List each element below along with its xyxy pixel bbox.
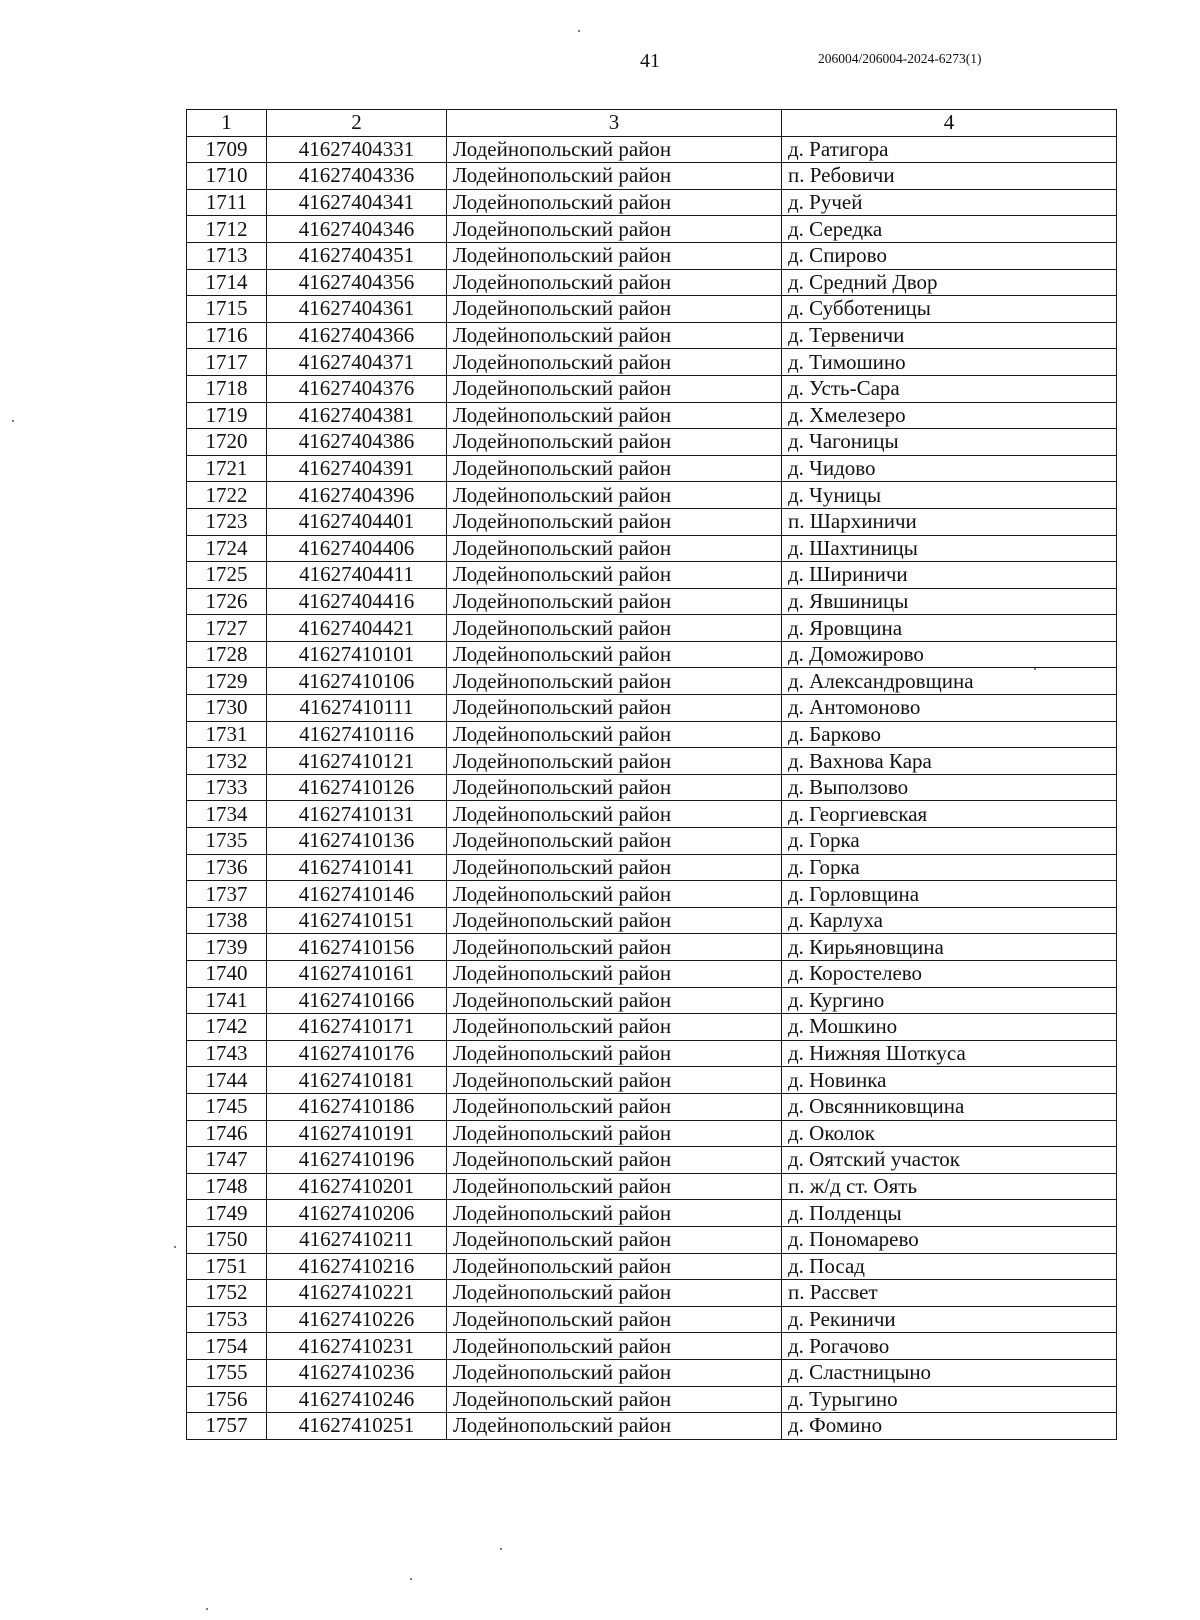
row-number-cell: 1711 (187, 189, 267, 216)
table-row (187, 189, 1117, 216)
district-cell: Лодейнопольский район (447, 641, 782, 668)
district-cell: Лодейнопольский район (447, 1067, 782, 1094)
settlement-cell: д. Рекиничи (782, 1306, 1117, 1333)
code-cell: 41627404391 (267, 455, 447, 482)
district-cell: Лодейнопольский район (447, 1253, 782, 1280)
district-cell: Лодейнопольский район (447, 1014, 782, 1041)
district-cell: Лодейнопольский район (447, 1147, 782, 1174)
table-row (187, 296, 1117, 323)
district-cell: Лодейнопольский район (447, 987, 782, 1014)
district-cell: Лодейнопольский район (447, 721, 782, 748)
settlement-cell: д. Нижняя Шоткуса (782, 1040, 1117, 1067)
district-cell: Лодейнопольский район (447, 163, 782, 190)
code-cell: 41627404351 (267, 242, 447, 269)
settlement-cell: д. Тимошино (782, 349, 1117, 376)
table-row (187, 535, 1117, 562)
row-number-cell: 1730 (187, 695, 267, 722)
code-cell: 41627404356 (267, 269, 447, 296)
row-number-cell: 1755 (187, 1359, 267, 1386)
settlement-cell: д. Ратигора (782, 136, 1117, 163)
district-cell: Лодейнопольский район (447, 907, 782, 934)
settlement-cell: д. Хмелезеро (782, 402, 1117, 429)
settlement-cell: д. Шириничи (782, 562, 1117, 589)
row-number-cell: 1710 (187, 163, 267, 190)
district-cell: Лодейнопольский район (447, 216, 782, 243)
row-number-cell: 1754 (187, 1333, 267, 1360)
row-number-cell: 1717 (187, 349, 267, 376)
table-row (187, 455, 1117, 482)
row-number-cell: 1713 (187, 242, 267, 269)
table-row (187, 402, 1117, 429)
code-cell: 41627404396 (267, 482, 447, 509)
table-row (187, 641, 1117, 668)
code-cell: 41627410151 (267, 907, 447, 934)
settlement-cell: п. Рассвет (782, 1280, 1117, 1307)
scan-speck (500, 1548, 502, 1550)
table-row (187, 748, 1117, 775)
row-number-cell: 1722 (187, 482, 267, 509)
district-cell: Лодейнопольский район (447, 1173, 782, 1200)
table-row (187, 482, 1117, 509)
settlement-cell: д. Барково (782, 721, 1117, 748)
settlement-cell: д. Околок (782, 1120, 1117, 1147)
code-cell: 41627404401 (267, 508, 447, 535)
settlement-cell: д. Полденцы (782, 1200, 1117, 1227)
scan-speck (1034, 668, 1036, 670)
code-cell: 41627410126 (267, 774, 447, 801)
row-number-cell: 1729 (187, 668, 267, 695)
district-cell: Лодейнопольский район (447, 828, 782, 855)
district-cell: Лодейнопольский район (447, 1359, 782, 1386)
district-cell: Лодейнопольский район (447, 1226, 782, 1253)
district-cell: Лодейнопольский район (447, 482, 782, 509)
district-cell: Лодейнопольский район (447, 455, 782, 482)
code-cell: 41627410166 (267, 987, 447, 1014)
row-number-cell: 1724 (187, 535, 267, 562)
code-cell: 41627410121 (267, 748, 447, 775)
settlement-cell: д. Карлуха (782, 907, 1117, 934)
district-cell: Лодейнопольский район (447, 1413, 782, 1440)
table-row (187, 136, 1117, 163)
table-row (187, 1147, 1117, 1174)
table-row (187, 1200, 1117, 1227)
settlement-cell: д. Пономарево (782, 1226, 1117, 1253)
settlement-cell: д. Ручей (782, 189, 1117, 216)
table-body (187, 136, 1117, 1439)
district-cell: Лодейнопольский район (447, 881, 782, 908)
row-number-cell: 1757 (187, 1413, 267, 1440)
code-cell: 41627410181 (267, 1067, 447, 1094)
code-cell: 41627410161 (267, 961, 447, 988)
settlement-cell: д. Шахтиницы (782, 535, 1117, 562)
table-row (187, 801, 1117, 828)
district-cell: Лодейнопольский район (447, 801, 782, 828)
row-number-cell: 1732 (187, 748, 267, 775)
code-cell: 41627410106 (267, 668, 447, 695)
settlement-cell: д. Рогачово (782, 1333, 1117, 1360)
district-cell: Лодейнопольский район (447, 1200, 782, 1227)
settlement-cell: д. Тервеничи (782, 322, 1117, 349)
district-cell: Лодейнопольский район (447, 588, 782, 615)
code-cell: 41627410231 (267, 1333, 447, 1360)
settlement-cell: д. Горка (782, 854, 1117, 881)
settlement-cell: д. Сластницыно (782, 1359, 1117, 1386)
district-cell: Лодейнопольский район (447, 1040, 782, 1067)
row-number-cell: 1734 (187, 801, 267, 828)
row-number-cell: 1735 (187, 828, 267, 855)
district-cell: Лодейнопольский район (447, 1120, 782, 1147)
district-cell: Лодейнопольский район (447, 296, 782, 323)
table-row (187, 375, 1117, 402)
settlement-cell: д. Антомоново (782, 695, 1117, 722)
row-number-cell: 1720 (187, 429, 267, 456)
settlement-cell: п. Ребовичи (782, 163, 1117, 190)
code-cell: 41627410211 (267, 1226, 447, 1253)
district-cell: Лодейнопольский район (447, 508, 782, 535)
code-cell: 41627404361 (267, 296, 447, 323)
code-cell: 41627410111 (267, 695, 447, 722)
district-cell: Лодейнопольский район (447, 1333, 782, 1360)
district-cell: Лодейнопольский район (447, 615, 782, 642)
settlement-cell: д. Яровщина (782, 615, 1117, 642)
table-row (187, 695, 1117, 722)
district-cell: Лодейнопольский район (447, 429, 782, 456)
district-cell: Лодейнопольский район (447, 349, 782, 376)
row-number-cell: 1726 (187, 588, 267, 615)
column-header: 4 (782, 110, 1117, 137)
district-cell: Лодейнопольский район (447, 562, 782, 589)
table-row (187, 987, 1117, 1014)
table-row (187, 828, 1117, 855)
settlement-cell: д. Вахнова Кара (782, 748, 1117, 775)
row-number-cell: 1709 (187, 136, 267, 163)
row-number-cell: 1723 (187, 508, 267, 535)
row-number-cell: 1719 (187, 402, 267, 429)
district-cell: Лодейнопольский район (447, 189, 782, 216)
code-cell: 41627410216 (267, 1253, 447, 1280)
settlement-cell: д. Выползово (782, 774, 1117, 801)
table-row (187, 668, 1117, 695)
settlement-cell: п. ж/д ст. Оять (782, 1173, 1117, 1200)
row-number-cell: 1727 (187, 615, 267, 642)
row-number-cell: 1725 (187, 562, 267, 589)
column-header: 2 (267, 110, 447, 137)
code-cell: 41627410171 (267, 1014, 447, 1041)
table-row (187, 508, 1117, 535)
row-number-cell: 1738 (187, 907, 267, 934)
settlement-cell: д. Чуницы (782, 482, 1117, 509)
district-cell: Лодейнопольский район (447, 668, 782, 695)
code-cell: 41627404341 (267, 189, 447, 216)
row-number-cell: 1741 (187, 987, 267, 1014)
settlement-cell: д. Посад (782, 1253, 1117, 1280)
code-cell: 41627404386 (267, 429, 447, 456)
table-row (187, 588, 1117, 615)
row-number-cell: 1733 (187, 774, 267, 801)
code-cell: 41627404376 (267, 375, 447, 402)
row-number-cell: 1728 (187, 641, 267, 668)
row-number-cell: 1746 (187, 1120, 267, 1147)
code-cell: 41627410146 (267, 881, 447, 908)
row-number-cell: 1731 (187, 721, 267, 748)
row-number-cell: 1748 (187, 1173, 267, 1200)
table-row (187, 774, 1117, 801)
table-row (187, 562, 1117, 589)
settlement-cell: д. Горка (782, 828, 1117, 855)
scan-speck (578, 30, 580, 32)
district-cell: Лодейнопольский район (447, 934, 782, 961)
code-cell: 41627410191 (267, 1120, 447, 1147)
table-header-row (187, 110, 1117, 137)
table-row (187, 216, 1117, 243)
district-cell: Лодейнопольский район (447, 854, 782, 881)
table-row (187, 881, 1117, 908)
row-number-cell: 1750 (187, 1226, 267, 1253)
table-row (187, 1253, 1117, 1280)
settlement-cell: д. Середка (782, 216, 1117, 243)
table-row (187, 1067, 1117, 1094)
table-row (187, 1173, 1117, 1200)
district-cell: Лодейнопольский район (447, 242, 782, 269)
code-cell: 41627404331 (267, 136, 447, 163)
row-number-cell: 1737 (187, 881, 267, 908)
row-number-cell: 1743 (187, 1040, 267, 1067)
code-cell: 41627404416 (267, 588, 447, 615)
table-row (187, 1306, 1117, 1333)
table-row (187, 721, 1117, 748)
table-row (187, 349, 1117, 376)
code-cell: 41627410206 (267, 1200, 447, 1227)
code-cell: 41627410156 (267, 934, 447, 961)
table-row (187, 907, 1117, 934)
district-cell: Лодейнопольский район (447, 1093, 782, 1120)
settlement-cell: д. Мошкино (782, 1014, 1117, 1041)
settlement-cell: д. Овсянниковщина (782, 1093, 1117, 1120)
row-number-cell: 1745 (187, 1093, 267, 1120)
settlement-cell: д. Оятский участок (782, 1147, 1117, 1174)
settlement-cell: д. Горловщина (782, 881, 1117, 908)
table-row (187, 429, 1117, 456)
page-number: 41 (640, 50, 660, 72)
scan-speck (206, 1608, 208, 1610)
row-number-cell: 1721 (187, 455, 267, 482)
table-row (187, 322, 1117, 349)
code-cell: 41627404346 (267, 216, 447, 243)
settlement-cell: д. Явшиницы (782, 588, 1117, 615)
code-cell: 41627404406 (267, 535, 447, 562)
settlement-cell: д. Фомино (782, 1413, 1117, 1440)
code-cell: 41627410141 (267, 854, 447, 881)
table-row (187, 1120, 1117, 1147)
settlement-cell: д. Александровщина (782, 668, 1117, 695)
district-cell: Лодейнопольский район (447, 774, 782, 801)
settlement-cell: д. Субботеницы (782, 296, 1117, 323)
settlement-cell: д. Коростелево (782, 961, 1117, 988)
column-header: 1 (187, 110, 267, 137)
row-number-cell: 1714 (187, 269, 267, 296)
table-row (187, 1413, 1117, 1440)
row-number-cell: 1736 (187, 854, 267, 881)
settlement-cell: д. Чидово (782, 455, 1117, 482)
settlement-cell: д. Чагоницы (782, 429, 1117, 456)
document-code: 206004/206004-2024-6273(1) (818, 51, 982, 66)
code-cell: 41627410136 (267, 828, 447, 855)
code-cell: 41627404421 (267, 615, 447, 642)
table-row (187, 1014, 1117, 1041)
district-cell: Лодейнопольский район (447, 322, 782, 349)
code-cell: 41627410221 (267, 1280, 447, 1307)
table-row (187, 1386, 1117, 1413)
table-row (187, 615, 1117, 642)
district-cell: Лодейнопольский район (447, 695, 782, 722)
scan-speck (12, 420, 14, 422)
district-cell: Лодейнопольский район (447, 375, 782, 402)
table-row (187, 242, 1117, 269)
row-number-cell: 1747 (187, 1147, 267, 1174)
table-row (187, 269, 1117, 296)
table-row (187, 1359, 1117, 1386)
code-cell: 41627410116 (267, 721, 447, 748)
table-row (187, 961, 1117, 988)
settlement-cell: д. Усть-Сара (782, 375, 1117, 402)
column-header: 3 (447, 110, 782, 137)
table-row (187, 934, 1117, 961)
row-number-cell: 1752 (187, 1280, 267, 1307)
settlement-cell: д. Кургино (782, 987, 1117, 1014)
row-number-cell: 1744 (187, 1067, 267, 1094)
code-cell: 41627404336 (267, 163, 447, 190)
code-cell: 41627410201 (267, 1173, 447, 1200)
table-row (187, 1280, 1117, 1307)
settlement-cell: д. Новинка (782, 1067, 1117, 1094)
district-cell: Лодейнопольский район (447, 961, 782, 988)
code-cell: 41627410226 (267, 1306, 447, 1333)
settlement-cell: д. Турыгино (782, 1386, 1117, 1413)
table-row (187, 854, 1117, 881)
settlement-cell: д. Георгиевская (782, 801, 1117, 828)
table-row (187, 1093, 1117, 1120)
code-cell: 41627410176 (267, 1040, 447, 1067)
row-number-cell: 1716 (187, 322, 267, 349)
scan-speck (410, 1578, 412, 1580)
settlement-cell: д. Средний Двор (782, 269, 1117, 296)
settlement-cell: д. Доможирово (782, 641, 1117, 668)
row-number-cell: 1715 (187, 296, 267, 323)
code-cell: 41627410251 (267, 1413, 447, 1440)
settlement-cell: п. Шархиничи (782, 508, 1117, 535)
district-cell: Лодейнопольский район (447, 535, 782, 562)
code-cell: 41627404366 (267, 322, 447, 349)
row-number-cell: 1756 (187, 1386, 267, 1413)
table-row (187, 1226, 1117, 1253)
district-cell: Лодейнопольский район (447, 136, 782, 163)
code-cell: 41627410196 (267, 1147, 447, 1174)
code-cell: 41627404411 (267, 562, 447, 589)
code-cell: 41627410236 (267, 1359, 447, 1386)
row-number-cell: 1739 (187, 934, 267, 961)
code-cell: 41627410246 (267, 1386, 447, 1413)
settlement-cell: д. Кирьяновщина (782, 934, 1117, 961)
table-row (187, 1333, 1117, 1360)
district-cell: Лодейнопольский район (447, 1386, 782, 1413)
district-cell: Лодейнопольский район (447, 1280, 782, 1307)
row-number-cell: 1718 (187, 375, 267, 402)
row-number-cell: 1751 (187, 1253, 267, 1280)
district-cell: Лодейнопольский район (447, 1306, 782, 1333)
settlement-cell: д. Спирово (782, 242, 1117, 269)
district-cell: Лодейнопольский район (447, 269, 782, 296)
row-number-cell: 1753 (187, 1306, 267, 1333)
row-number-cell: 1749 (187, 1200, 267, 1227)
table-row (187, 1040, 1117, 1067)
row-number-cell: 1712 (187, 216, 267, 243)
scan-speck (174, 1246, 176, 1248)
district-cell: Лодейнопольский район (447, 748, 782, 775)
code-cell: 41627404371 (267, 349, 447, 376)
code-cell: 41627404381 (267, 402, 447, 429)
settlements-table (186, 109, 1117, 1440)
row-number-cell: 1740 (187, 961, 267, 988)
table-row (187, 163, 1117, 190)
row-number-cell: 1742 (187, 1014, 267, 1041)
code-cell: 41627410186 (267, 1093, 447, 1120)
code-cell: 41627410101 (267, 641, 447, 668)
district-cell: Лодейнопольский район (447, 402, 782, 429)
code-cell: 41627410131 (267, 801, 447, 828)
